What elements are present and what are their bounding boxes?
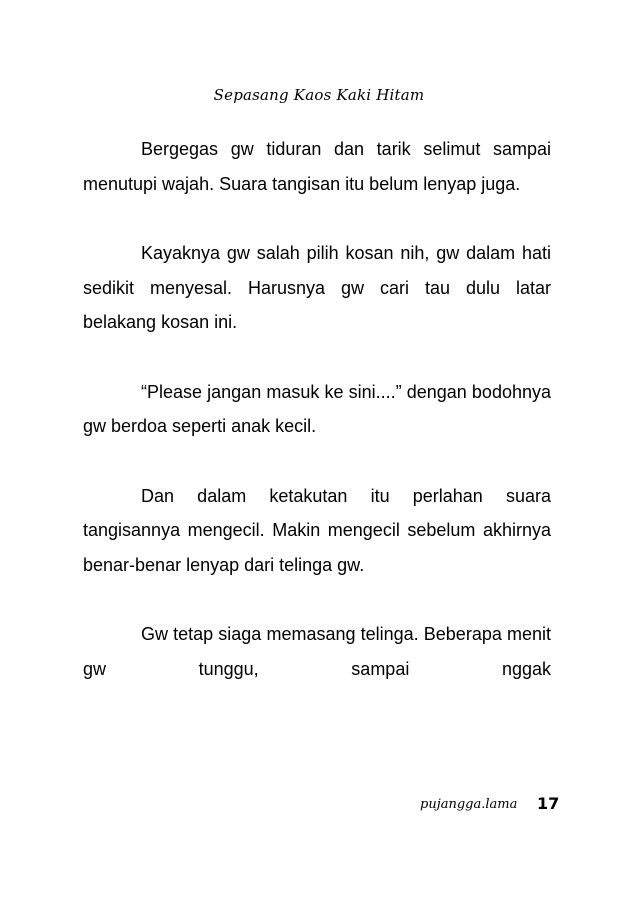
footer-author: pujangga.lama xyxy=(420,797,518,812)
paragraph-1: Bergegas gw tiduran dan tarik selimut sampai menutupi wajah. Suara tangisan itu belum lenyap juga. xyxy=(83,139,551,194)
paragraph-3: “Please jangan masuk ke sini....” dengan bodohnya gw berdoa seperti anak kecil. xyxy=(83,381,551,436)
paragraph-5: Gw tetap siaga memasang telinga. Beberapa menit gw tunggu, sampai nggak xyxy=(83,624,551,679)
page-number: 17 xyxy=(537,794,560,813)
paragraph-2: Kayaknya gw salah pilih kosan nih, gw dalam hati sedikit menyesal. Harusnya gw cari tau dulu latar belakang kosan ini. xyxy=(83,243,551,332)
body-text xyxy=(83,132,551,686)
running-header-title: Sepasang Kaos Kaki Hitam xyxy=(213,86,425,104)
paragraph-4: Dan dalam ketakutan itu perlahan suara tangisannya mengecil. Makin mengecil sebelum akhirnya benar-benar lenyap dari telinga gw. xyxy=(83,485,551,575)
